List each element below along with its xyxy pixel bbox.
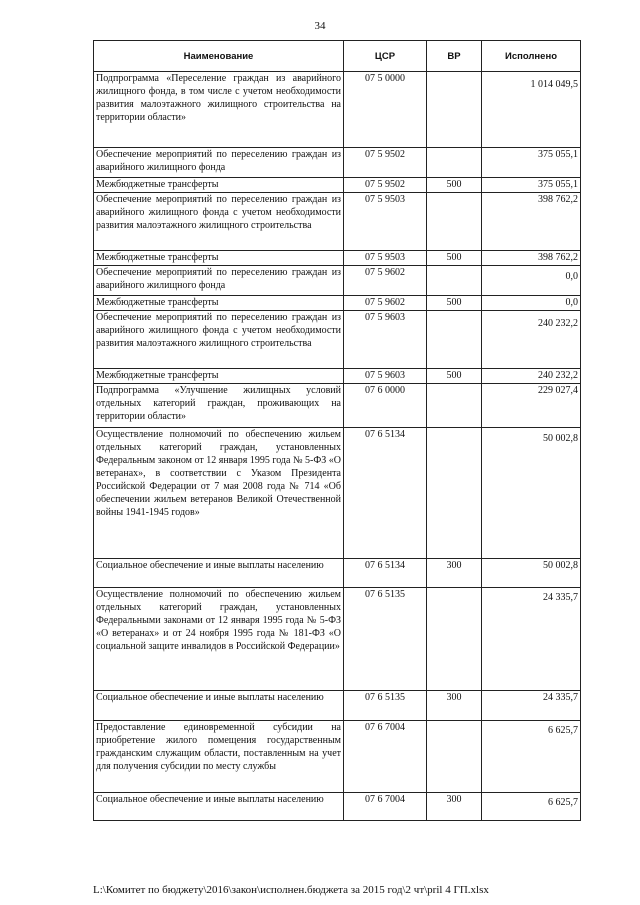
row-amount: 240 232,2 bbox=[482, 311, 581, 369]
row-vr: 500 bbox=[427, 251, 482, 266]
row-vr bbox=[427, 148, 482, 178]
row-name: Межбюджетные трансферты bbox=[94, 369, 344, 384]
row-csr: 07 5 9503 bbox=[344, 193, 427, 251]
row-vr bbox=[427, 384, 482, 428]
table-row bbox=[94, 793, 581, 821]
row-amount: 6 625,7 bbox=[482, 793, 581, 821]
row-csr: 07 5 9502 bbox=[344, 178, 427, 193]
file-path-footer: L:\Комитет по бюджету\2016\закон\исполнен.бюджета за 2015 год\2 чт\pril 4 ГП.xlsx bbox=[93, 884, 489, 896]
header-name: Наименование bbox=[94, 41, 344, 72]
header-done: Исполнено bbox=[482, 41, 581, 72]
table-row bbox=[94, 148, 581, 178]
row-csr: 07 5 9502 bbox=[344, 148, 427, 178]
table-row bbox=[94, 369, 581, 384]
row-vr: 500 bbox=[427, 178, 482, 193]
row-csr: 07 5 9603 bbox=[344, 311, 427, 369]
row-amount: 50 002,8 bbox=[482, 428, 581, 559]
table-row bbox=[94, 266, 581, 296]
row-name: Межбюджетные трансферты bbox=[94, 178, 344, 193]
row-name: Социальное обеспечение и иные выплаты населению bbox=[94, 793, 344, 821]
header-vr: ВР bbox=[427, 41, 482, 72]
row-vr: 300 bbox=[427, 559, 482, 588]
row-csr: 07 5 9602 bbox=[344, 266, 427, 296]
table-row bbox=[94, 296, 581, 311]
table-header-row bbox=[94, 41, 581, 72]
row-csr: 07 6 7004 bbox=[344, 793, 427, 821]
table-row bbox=[94, 384, 581, 428]
row-name: Подпрограмма «Улучшение жилищных условий отдельных категорий граждан, проживающих на территории области» bbox=[94, 384, 344, 428]
table-row bbox=[94, 588, 581, 691]
row-vr bbox=[427, 428, 482, 559]
table-row bbox=[94, 559, 581, 588]
header-csr: ЦСР bbox=[344, 41, 427, 72]
row-csr: 07 6 5134 bbox=[344, 559, 427, 588]
row-name: Осуществление полномочий по обеспечению жильем отдельных категорий граждан, установленных Федеральным законом от 12 января 1995 года № 5-ФЗ «О ветеранах», в соответствии с Указом Президента Российской Федерации от 7 мая 2008 года № 714 «Об обеспечении жильем ветеранов Великой Отечественной войны 1941-1945 годов» bbox=[94, 428, 344, 559]
table-row bbox=[94, 721, 581, 793]
table-row bbox=[94, 193, 581, 251]
row-vr: 500 bbox=[427, 296, 482, 311]
row-name: Социальное обеспечение и иные выплаты населению bbox=[94, 559, 344, 588]
row-amount: 375 055,1 bbox=[482, 148, 581, 178]
row-vr: 500 bbox=[427, 369, 482, 384]
row-amount: 0,0 bbox=[482, 266, 581, 296]
row-csr: 07 5 9603 bbox=[344, 369, 427, 384]
row-amount: 240 232,2 bbox=[482, 369, 581, 384]
row-vr bbox=[427, 721, 482, 793]
row-name: Обеспечение мероприятий по переселению граждан из аварийного жилищного фонда с учетом необходимости развития малоэтажного жилищного строительства bbox=[94, 193, 344, 251]
row-csr: 07 6 0000 bbox=[344, 384, 427, 428]
row-amount: 24 335,7 bbox=[482, 691, 581, 721]
budget-execution-table bbox=[93, 40, 581, 821]
row-vr bbox=[427, 311, 482, 369]
table-row bbox=[94, 178, 581, 193]
row-vr bbox=[427, 72, 482, 148]
row-csr: 07 5 9602 bbox=[344, 296, 427, 311]
row-amount: 6 625,7 bbox=[482, 721, 581, 793]
row-name: Обеспечение мероприятий по переселению граждан из аварийного жилищного фонда bbox=[94, 148, 344, 178]
row-vr bbox=[427, 193, 482, 251]
row-amount: 50 002,8 bbox=[482, 559, 581, 588]
row-vr bbox=[427, 266, 482, 296]
row-name: Предоставление единовременной субсидии на приобретение жилого помещения государственным гражданским служащим области, поставленным на учет для получения субсидии по месту службы bbox=[94, 721, 344, 793]
row-vr: 300 bbox=[427, 691, 482, 721]
row-name: Обеспечение мероприятий по переселению граждан из аварийного жилищного фонда с учетом необходимости развития малоэтажного жилищного строительства bbox=[94, 311, 344, 369]
row-vr bbox=[427, 588, 482, 691]
row-amount: 229 027,4 bbox=[482, 384, 581, 428]
row-amount: 0,0 bbox=[482, 296, 581, 311]
table-row bbox=[94, 251, 581, 266]
row-amount: 398 762,2 bbox=[482, 251, 581, 266]
row-amount: 24 335,7 bbox=[482, 588, 581, 691]
row-name: Межбюджетные трансферты bbox=[94, 296, 344, 311]
page-number: 34 bbox=[314, 20, 326, 32]
row-name: Осуществление полномочий по обеспечению жильем отдельных категорий граждан, установленных Федеральными законами от 12 января 1995 года № 5-ФЗ «О ветеранах» и от 24 ноября 1995 года № 181-ФЗ «О социальной защите инвалидов в Российской Федерации» bbox=[94, 588, 344, 691]
row-vr: 300 bbox=[427, 793, 482, 821]
row-amount: 375 055,1 bbox=[482, 178, 581, 193]
row-csr: 07 6 5134 bbox=[344, 428, 427, 559]
row-csr: 07 6 7004 bbox=[344, 721, 427, 793]
row-csr: 07 5 0000 bbox=[344, 72, 427, 148]
table-row bbox=[94, 311, 581, 369]
row-name: Социальное обеспечение и иные выплаты населению bbox=[94, 691, 344, 721]
row-name: Подпрограмма «Переселение граждан из аварийного жилищного фонда, в том числе с учетом необходимости развития малоэтажного жилищного строительства на территории области» bbox=[94, 72, 344, 148]
row-name: Обеспечение мероприятий по переселению граждан из аварийного жилищного фонда bbox=[94, 266, 344, 296]
table-row bbox=[94, 691, 581, 721]
row-amount: 1 014 049,5 bbox=[482, 72, 581, 148]
row-csr: 07 5 9503 bbox=[344, 251, 427, 266]
table-row bbox=[94, 72, 581, 148]
row-amount: 398 762,2 bbox=[482, 193, 581, 251]
table-row bbox=[94, 428, 581, 559]
row-csr: 07 6 5135 bbox=[344, 588, 427, 691]
row-csr: 07 6 5135 bbox=[344, 691, 427, 721]
row-name: Межбюджетные трансферты bbox=[94, 251, 344, 266]
